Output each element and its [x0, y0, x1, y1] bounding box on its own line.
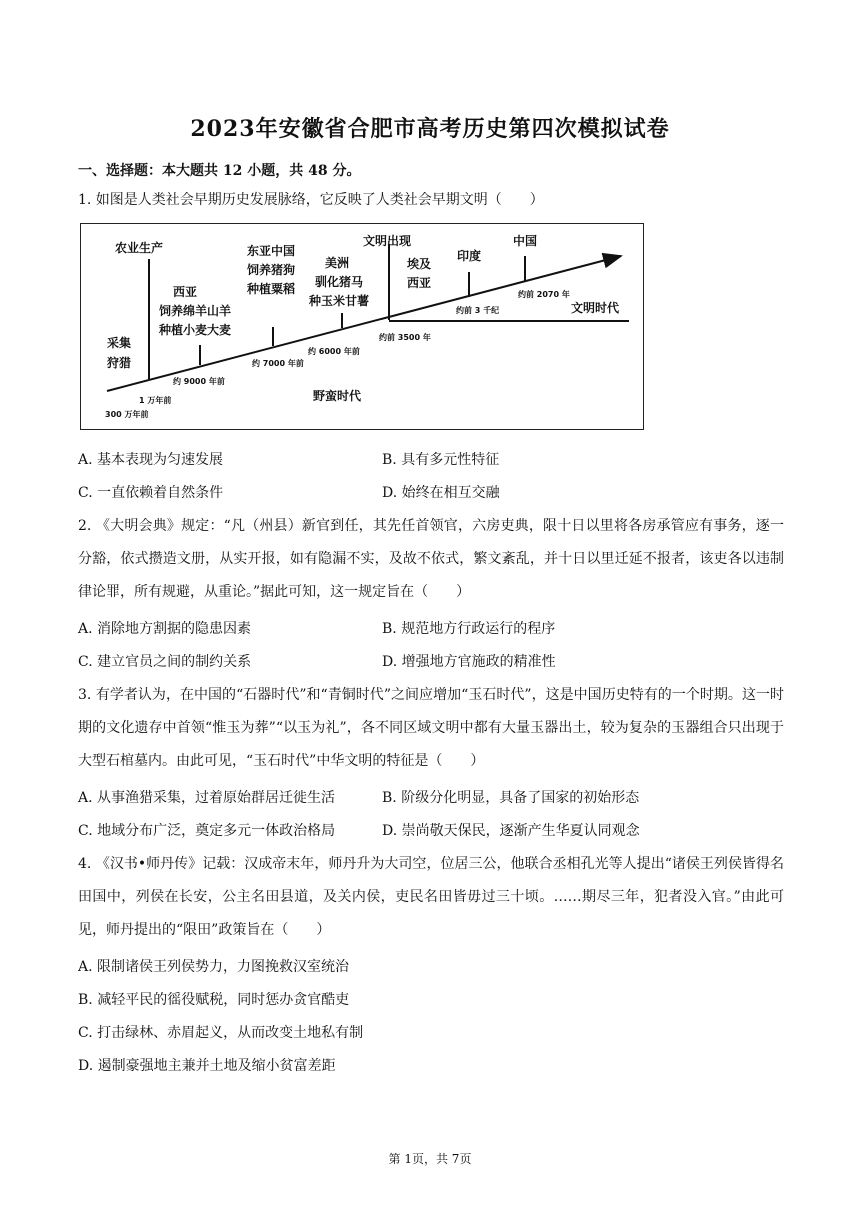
label-west-asia-line3: 种植小麦大麦 — [158, 323, 232, 337]
label-east-asia-line2: 饲养猪狗 — [246, 263, 296, 277]
date-3500-bc: 约前 3500 年 — [379, 333, 431, 342]
q1-option-c[interactable]: C. 一直依赖着自然条件 — [78, 485, 224, 501]
date-3rd-millennium-bc: 约前 3 千纪 — [456, 306, 500, 315]
q4-option-c[interactable]: C. 打击绿林、赤眉起义，从而改变土地私有制 — [78, 1025, 364, 1041]
label-gathering: 采集 — [107, 336, 132, 350]
question-3-stem: 3. 有学者认为，在中国的“石器时代”和“青铜时代”之间应增加“玉石时代”，这是中国历史特有的一个时期。这一时期的文化遗存中首领“惟玉为葬”“以玉为礼”，各不同区域文明中都有大量玉器出土，较为复杂的玉器组合只出现于大型石棺墓内。由此可见，“玉石时代”中华文明的特征是（ ） — [78, 687, 784, 769]
label-east-asia-title: 东亚中国 — [246, 244, 296, 258]
section-heading: 一、选择题：本大题共 12 小题，共 48 分。 — [78, 163, 361, 179]
q1-option-d[interactable]: D. 始终在相互交融 — [382, 485, 500, 501]
date-10000-years: 1 万年前 — [139, 396, 172, 405]
label-china: 中国 — [512, 234, 538, 248]
label-west-asia-title: 西亚 — [172, 285, 198, 299]
q3-option-d[interactable]: D. 崇尚敬天保民，逐渐产生华夏认同观念 — [382, 823, 640, 839]
label-west-asia-2: 西亚 — [406, 276, 432, 290]
label-hunting: 狩猎 — [107, 356, 132, 370]
q2-option-d[interactable]: D. 增强地方官施政的精准性 — [382, 654, 556, 670]
label-barbarian-era: 野蛮时代 — [313, 389, 362, 403]
date-7000-years: 约 7000 年前 — [252, 359, 304, 368]
q3-option-b[interactable]: B. 阶级分化明显，具备了国家的初始形态 — [382, 790, 640, 806]
question-1-stem: 1. 如图是人类社会早期历史发展脉络，它反映了人类社会早期文明（ ） — [78, 192, 544, 208]
q4-option-d[interactable]: D. 遏制豪强地主兼并土地及缩小贫富差距 — [78, 1058, 336, 1074]
date-3-million-years: 300 万年前 — [105, 410, 149, 419]
question-2-stem: 2. 《大明会典》规定：“凡（州县）新官到任，其先任首领官，六房吏典，限十日以里将各房承管应有事务，逐一分豁，依式攒造文册，从实开报，如有隐漏不实，及故不依式，繁文紊乱，并十日以里迁延不报者，该吏各以违制律论罪，所有规避，从重论。”据此可知，这一规定旨在（ ） — [78, 518, 784, 600]
date-9000-years: 约 9000 年前 — [173, 377, 225, 386]
question-4-stem: 4. 《汉书•师丹传》记载：汉成帝末年，师丹升为大司空，位居三公，他联合丞相孔光等人提出“诸侯王列侯皆得名田国中，列侯在长安，公主名田县道，及关内侯，吏民名田皆毋过三十顷。……期尽三年，犯者没入官。”由此可见，师丹提出的“限田”政策旨在（ ） — [78, 856, 784, 938]
q4-option-a[interactable]: A. 限制诸侯王列侯势力，力图挽救汉室统治 — [78, 959, 350, 975]
label-egypt: 埃及 — [406, 257, 432, 271]
date-2070-bc: 约前 2070 年 — [518, 290, 570, 299]
label-civilization-emerges: 文明出现 — [362, 234, 412, 248]
page-title: 2023年安徽省合肥市高考历史第四次模拟试卷 — [190, 116, 670, 142]
page-footer: 第 1页，共 7页 — [388, 1152, 472, 1166]
q3-option-a[interactable]: A. 从事渔猎采集，过着原始群居迁徙生活 — [78, 790, 336, 806]
timeline-diagram — [81, 224, 645, 431]
label-americas-line2: 驯化猪马 — [314, 275, 364, 289]
label-americas-title: 美洲 — [324, 256, 350, 270]
history-timeline-figure — [80, 223, 644, 430]
q4-option-b[interactable]: B. 减轻平民的徭役赋税，同时惩办贪官酷吏 — [78, 992, 350, 1008]
q3-option-c[interactable]: C. 地域分布广泛，奠定多元一体政治格局 — [78, 823, 336, 839]
q2-option-a[interactable]: A. 消除地方割据的隐患因素 — [78, 621, 252, 637]
q1-option-a[interactable]: A. 基本表现为匀速发展 — [78, 452, 224, 468]
label-americas-line3: 种玉米甘薯 — [308, 294, 370, 308]
q1-option-b[interactable]: B. 具有多元性特征 — [382, 452, 500, 468]
label-civilization-era: 文明时代 — [571, 301, 620, 315]
q2-option-b[interactable]: B. 规范地方行政运行的程序 — [382, 621, 556, 637]
label-east-asia-line3: 种植粟稻 — [246, 282, 296, 296]
label-west-asia-line2: 饲养绵羊山羊 — [158, 304, 232, 318]
label-india: 印度 — [456, 249, 482, 263]
date-6000-years: 约 6000 年前 — [308, 347, 360, 356]
q2-option-c[interactable]: C. 建立官员之间的制约关系 — [78, 654, 252, 670]
label-agriculture: 农业生产 — [115, 241, 164, 255]
